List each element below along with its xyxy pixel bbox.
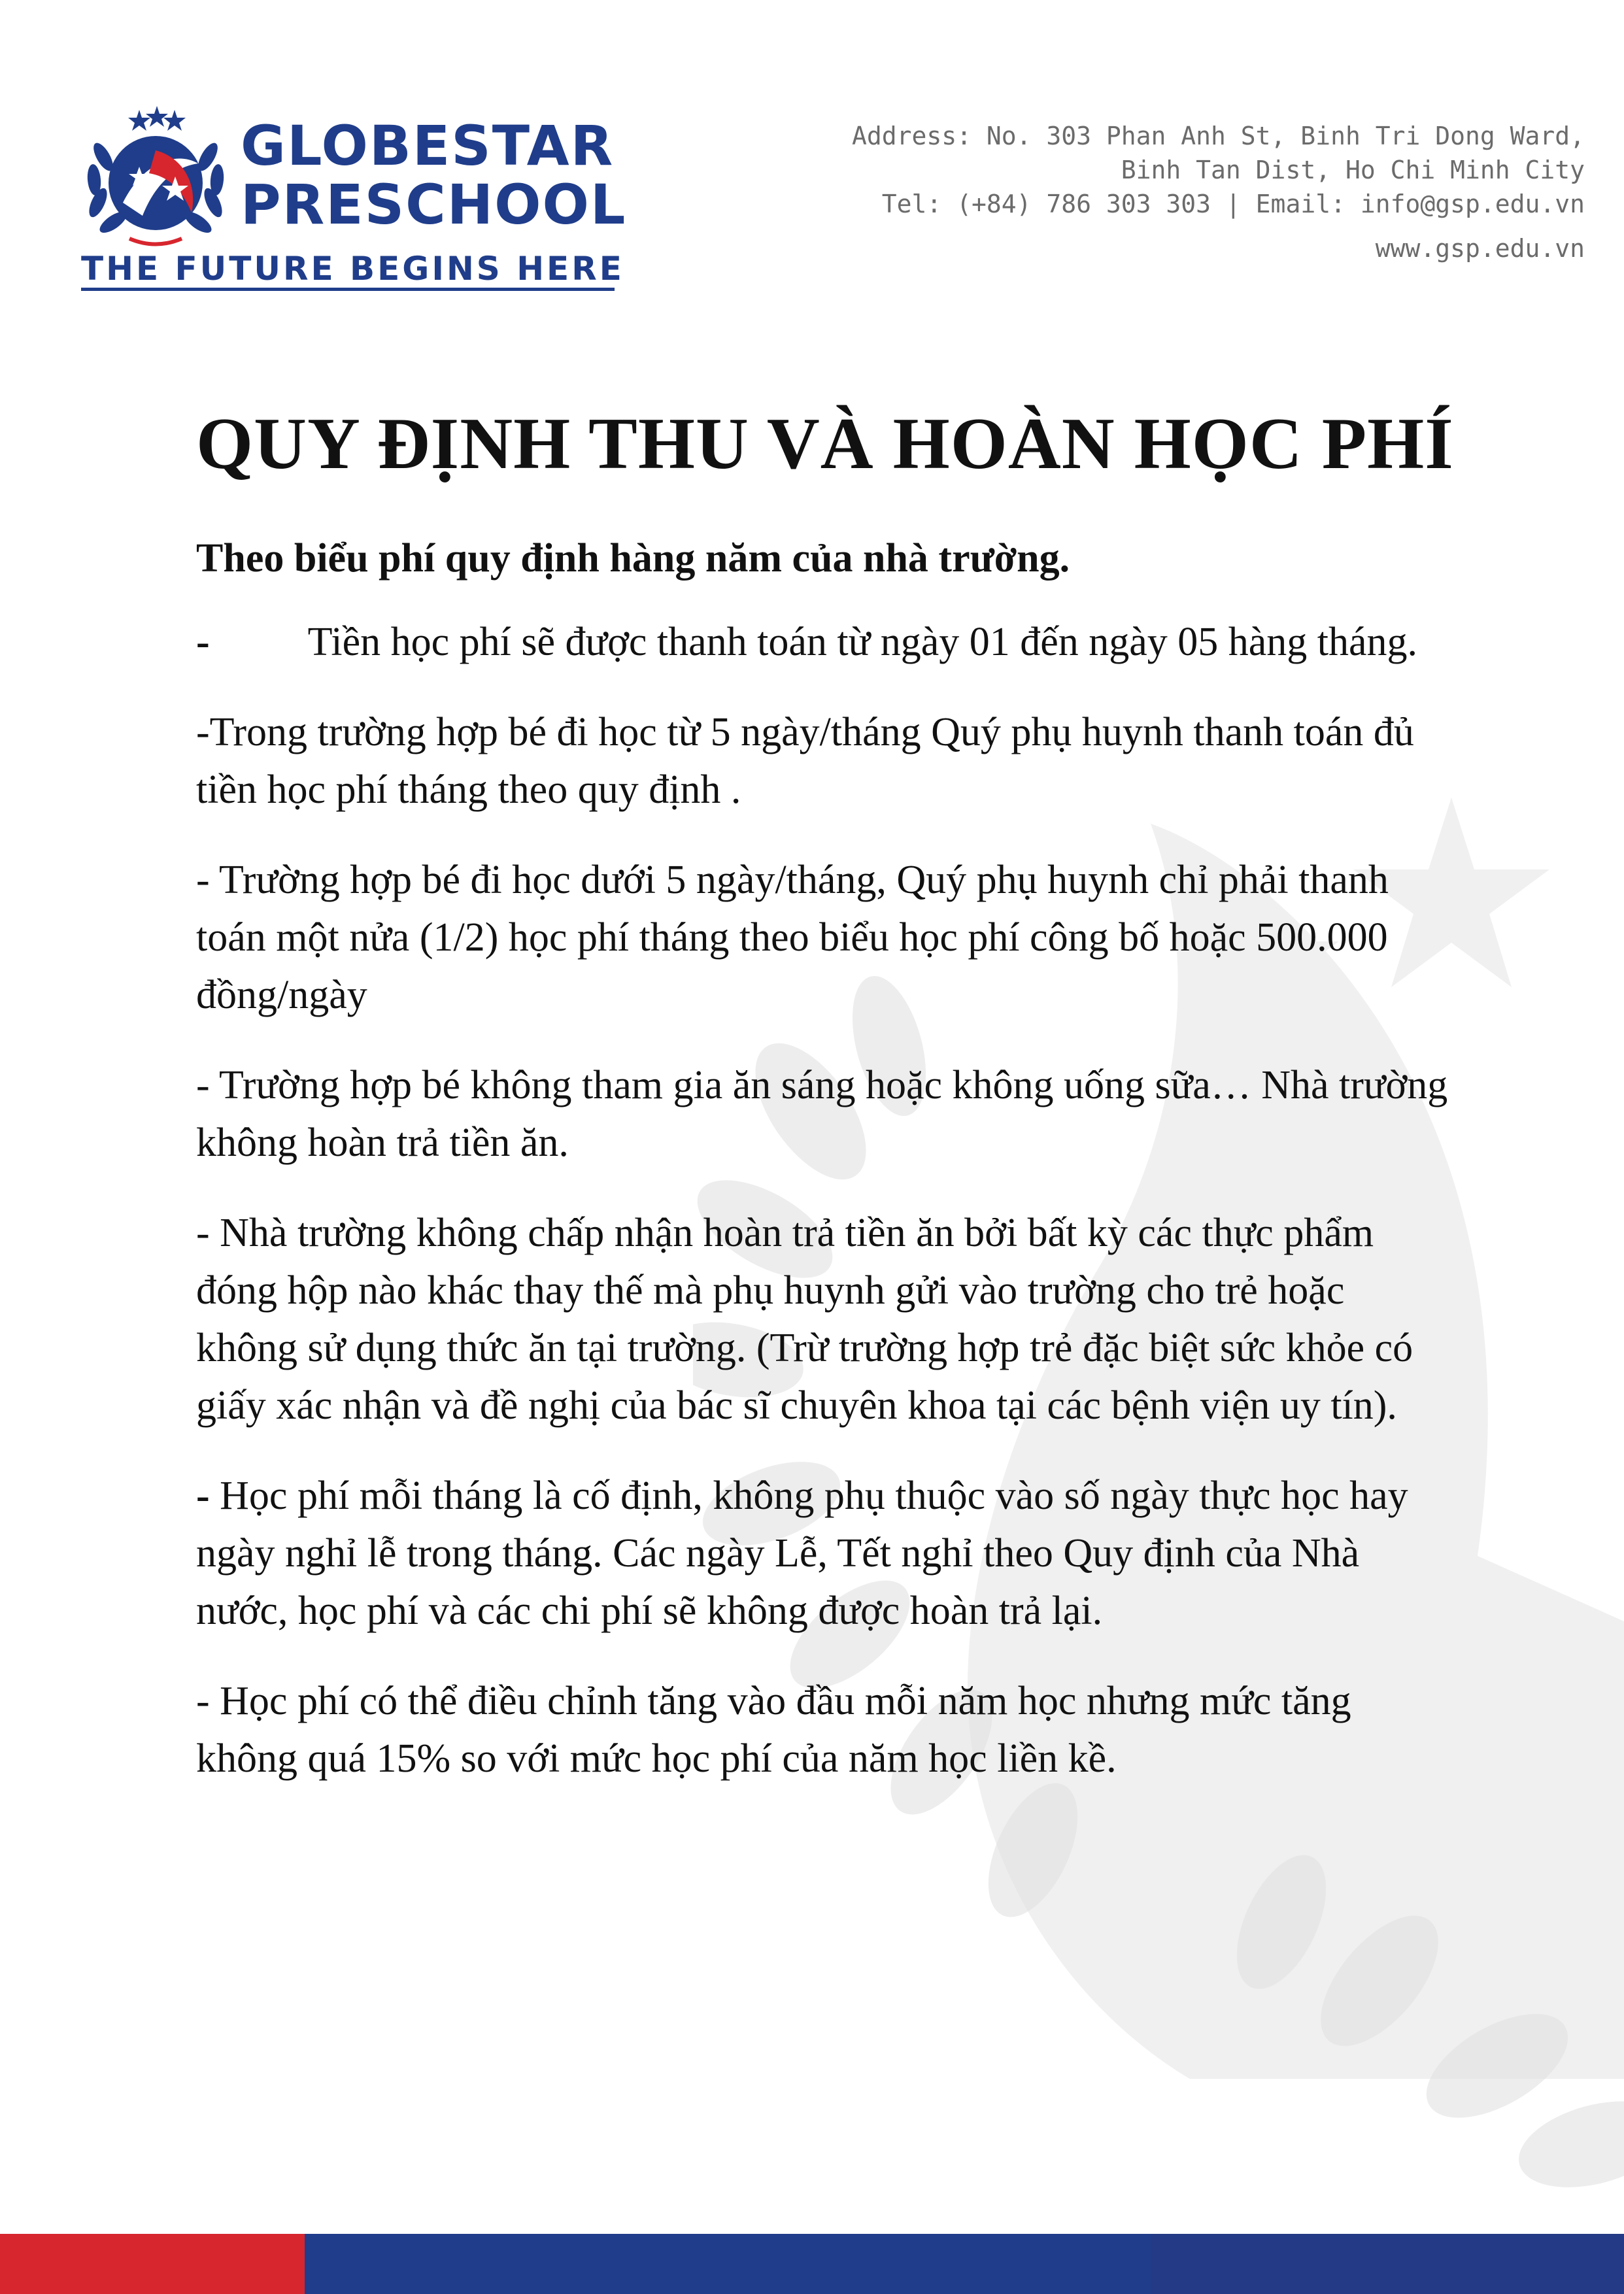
paragraph-canned-food: - Nhà trường không chấp nhận hoàn trả tiền ăn bởi bất kỳ các thực phẩm đóng hộp nào khác thay thế mà phụ huynh gửi vào trường cho trẻ hoặc không sử dụng thức ăn tại trường. (Trừ trường hợp trẻ đặc biệt sức khỏe có giấy xác nhận và đề nghị của bác sĩ chuyên khoa tại các bệnh viện uy tín). (196, 1211, 1413, 1428)
globestar-emblem-icon (77, 105, 234, 248)
footer-dark-blue-segment (1151, 2234, 1624, 2294)
address-line-2: Binh Tan Dist, Ho Chi Minh City (1121, 156, 1585, 184)
school-logo (77, 98, 627, 294)
paragraph-half-fee: - Trường hợp bé đi học dưới 5 ngày/tháng, Quý phụ huynh chỉ phải thanh toán một nửa (1/2) học phí tháng theo biểu học phí công bố hoặc 500.000 đồng/ngày (196, 858, 1389, 1017)
tagline-underline (81, 288, 615, 291)
paragraph-no-breakfast: - Trường hợp bé không tham gia ăn sáng hoặc không uống sữa… Nhà trường không hoàn trả tiền ăn. (196, 1063, 1448, 1165)
address-line-1: Address: No. 303 Phan Anh St, Binh Tri Dong Ward, (851, 122, 1585, 150)
bullet-dash: - (196, 620, 210, 664)
document-subtitle: Theo biểu phí quy định hàng năm của nhà trường. (196, 536, 1070, 581)
contact-info (826, 119, 1585, 265)
paragraph-full-fee: -Trong trường hợp bé đi học từ 5 ngày/tháng Quý phụ huynh thanh toán đủ tiền học phí tháng theo quy định . (196, 710, 1414, 812)
phone-email-line: Tel: (+84) 786 303 303 | Email: info@gsp.edu.vn (881, 190, 1585, 218)
website-link[interactable]: www.gsp.edu.vn (1375, 234, 1585, 263)
footer-red-segment (0, 2234, 305, 2294)
footer-color-bar (0, 2234, 1624, 2294)
school-name (241, 114, 627, 237)
page-title: QUY ĐỊNH THU VÀ HOÀN HỌC PHÍ (196, 403, 1454, 484)
paragraph-text: Tiền học phí sẽ được thanh toán từ ngày 01 đến ngày 05 hàng tháng. (307, 620, 1418, 664)
bullet-dash: - (196, 1474, 210, 1518)
paragraph-fee-increase: - Học phí có thể điều chỉnh tăng vào đầu mỗi năm học nhưng mức tăng không quá 15% so với mức học phí của năm học liền kề. (196, 1679, 1351, 1781)
school-name-line2: PRESCHOOL (241, 173, 627, 237)
document-body (196, 530, 1451, 1820)
school-name-line1: GLOBESTAR (241, 114, 615, 178)
paragraph-payment-date (196, 613, 1451, 671)
paragraph-fixed-fee (196, 1467, 1451, 1640)
school-tagline: THE FUTURE BEGINS HERE (81, 250, 624, 288)
footer-blue-segment (305, 2234, 1151, 2294)
paragraph-text: Học phí mỗi tháng là cố định, không phụ thuộc vào số ngày thực học hay ngày nghỉ lễ trong tháng. Các ngày Lễ, Tết nghỉ theo Quy định của Nhà nước, học phí và các chi phí sẽ không được hoàn trả lại. (196, 1474, 1408, 1633)
